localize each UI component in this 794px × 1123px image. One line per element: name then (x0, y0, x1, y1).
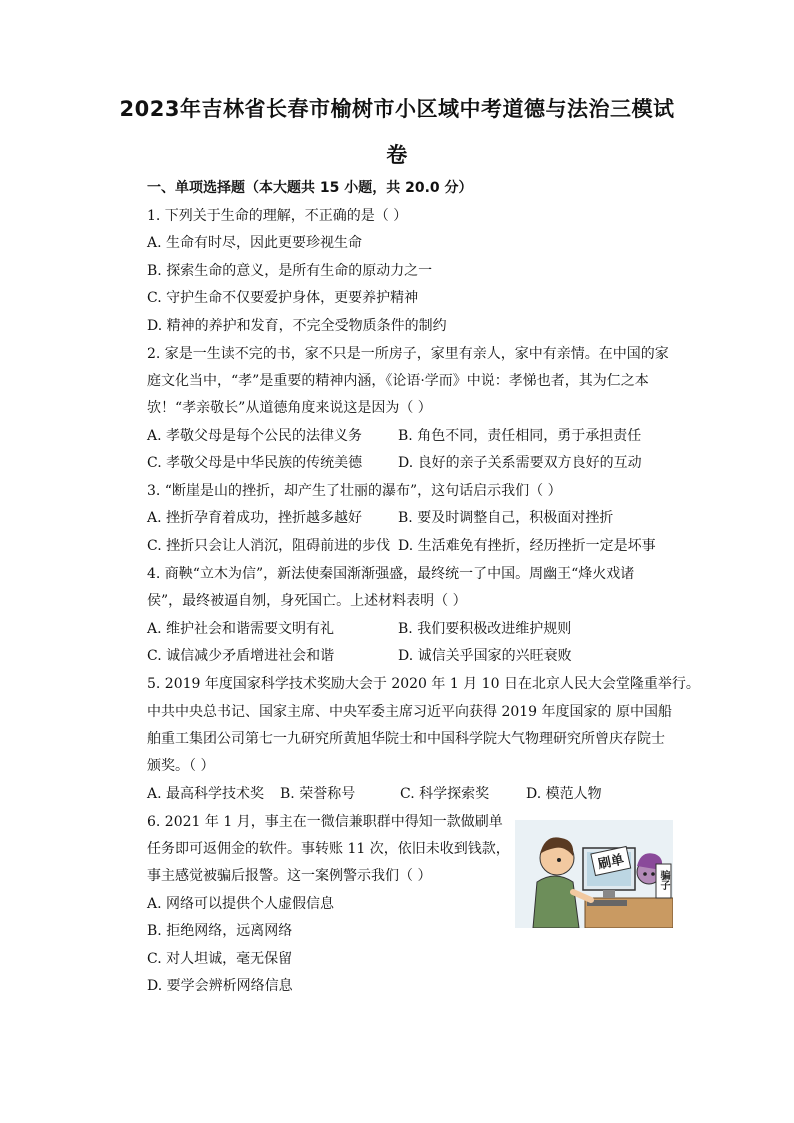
q5-option-a: A. 最高科学技术奖 (147, 786, 265, 802)
q6-option-a: A. 网络可以提供个人虚假信息 (147, 896, 335, 912)
q2-option-c: C. 孝敬父母是中华民族的传统美德 (147, 455, 363, 471)
q2-stem-line-3: 欤！“孝亲敬长”从道德角度来说这是因为（ ） (147, 400, 432, 416)
q5-option-d: D. 模范人物 (526, 786, 602, 802)
q4-option-c: C. 诚信减少矛盾增进社会和谐 (147, 648, 335, 664)
q1-stem: 1. 下列关于生命的理解，不正确的是（ ） (147, 208, 408, 224)
q2-stem-line-1: 2. 家是一生读不完的书，家不只是一所房子，家里有亲人，家中有亲情。在中国的家 (147, 346, 669, 362)
q6-stem-line-1: 6. 2021 年 1 月，事主在一微信兼职群中得知一款做刷单 (147, 814, 503, 830)
q6-option-b: B. 拒绝网络，远离网络 (147, 923, 293, 939)
q6-option-c: C. 对人坦诚，毫无保留 (147, 951, 293, 967)
q4-option-d: D. 诚信关乎国家的兴旺衰败 (398, 648, 572, 664)
exam-title-line-1: 2023年吉林省长春市榆树市小区域中考道德与法治三模试 (119, 97, 675, 121)
q2-stem-line-2: 庭文化当中，“孝”是重要的精神内涵，《论语·学而》中说：孝悌也者，其为仁之本 (147, 373, 649, 389)
q3-option-a: A. 挫折孕育着成功，挫折越多越好 (147, 510, 363, 526)
section-heading: 一、单项选择题（本大题共 15 小题，共 20.0 分） (147, 180, 473, 196)
scam-cartoon (515, 820, 673, 928)
q5-stem-line-3: 舶重工集团公司第七一九研究所黄旭华院士和中国科学院大气物理研究所曾庆存院士 (147, 731, 665, 747)
q5-stem-line-4: 颁奖。（ ） (147, 758, 215, 774)
q1-option-a: A. 生命有时尽，因此更要珍视生命 (147, 235, 363, 251)
exam-title-line-2: 卷 (386, 143, 408, 167)
q2-option-a: A. 孝敬父母是每个公民的法律义务 (147, 428, 363, 444)
q4-stem-line-2: 侯”，最终被逼自刎，身死国亡。上述材料表明（ ） (147, 593, 467, 609)
q4-option-b: B. 我们要积极改进维护规则 (398, 621, 572, 637)
q1-option-c: C. 守护生命不仅要爱护身体，更要养护精神 (147, 290, 419, 306)
scam-sign-1: 刷单 (596, 852, 626, 873)
scam-sign-2: 骗子 (658, 870, 669, 890)
q3-option-b: B. 要及时调整自己，积极面对挫折 (398, 510, 614, 526)
q1-option-b: B. 探索生命的意义，是所有生命的原动力之一 (147, 263, 433, 279)
q5-option-b: B. 荣誉称号 (280, 786, 356, 802)
q3-option-c: C. 挫折只会让人消沉，阻碍前进的步伐 (147, 538, 391, 554)
q1-option-d: D. 精神的养护和发育，不完全受物质条件的制约 (147, 318, 447, 334)
q3-option-d: D. 生活难免有挫折，经历挫折一定是坏事 (398, 538, 656, 554)
q2-option-b: B. 角色不同，责任相同，勇于承担责任 (398, 428, 642, 444)
q5-option-c: C. 科学探索奖 (400, 786, 490, 802)
q5-stem-line-2: 中共中央总书记、国家主席、中央军委主席习近平向获得 2019 年度国家的 原中国船 (147, 704, 672, 720)
q6-stem-line-2: 任务即可返佣金的软件。事转账 11 次，依旧未收到钱款， (147, 841, 510, 857)
q6-option-d: D. 要学会辨析网络信息 (147, 978, 293, 994)
q5-stem-line-1: 5. 2019 年度国家科学技术奖励大会于 2020 年 1 月 10 日在北京人民大会堂隆重举行。 (147, 676, 700, 692)
q4-option-a: A. 维护社会和谐需要文明有礼 (147, 621, 335, 637)
q4-stem-line-1: 4. 商鞅“立木为信”，新法使秦国渐渐强盛，最终统一了中国。周幽王“烽火戏诸 (147, 566, 635, 582)
q6-stem-line-3: 事主感觉被骗后报警。这一案例警示我们（ ） (147, 868, 432, 884)
q3-stem: 3. “断崖是山的挫折，却产生了壮丽的瀑布”，这句话启示我们（ ） (147, 483, 562, 499)
scam-illustration (515, 820, 673, 928)
q2-option-d: D. 良好的亲子关系需要双方良好的互动 (398, 455, 642, 471)
